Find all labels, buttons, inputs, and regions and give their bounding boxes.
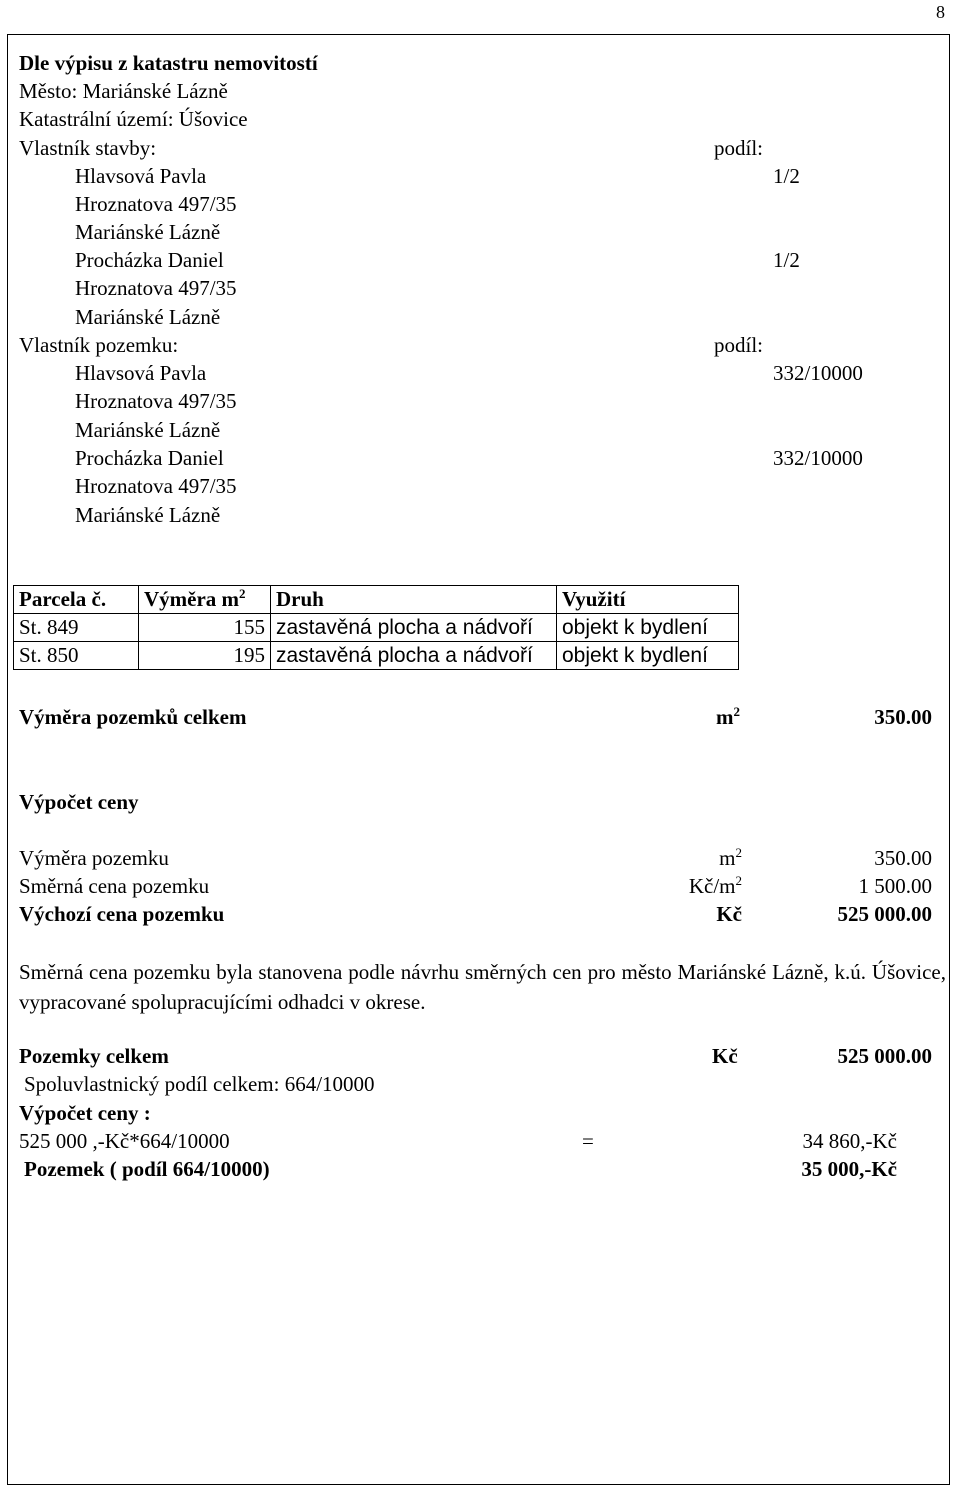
land-owner-name: Procházka Daniel <box>75 446 224 470</box>
calc-row-value: 350.00 <box>874 846 932 870</box>
cadastral-area-line: Katastrální území: Úšovice <box>19 107 248 131</box>
document-title: Dle výpisu z katastru nemovitostí <box>19 51 318 75</box>
land-owner-street: Hroznatova 497/35 <box>75 389 237 413</box>
total-area-label: Výměra pozemků celkem <box>19 705 247 729</box>
share-equals: = <box>582 1129 594 1153</box>
building-owner-street: Hroznatova 497/35 <box>75 192 237 216</box>
price-calc-title: Výpočet ceny <box>19 790 139 814</box>
city-line: Město: Mariánské Lázně <box>19 79 228 103</box>
building-share-label: podíl: <box>714 136 764 160</box>
share-calc-title: Výpočet ceny : <box>19 1101 151 1125</box>
final-share-value: 35 000,-Kč <box>801 1157 897 1181</box>
table-row <box>14 614 739 642</box>
price-note: Směrná cena pozemku byla stanovena podle návrhu směrných cen pro město Mariánské Lázně, k.ú. Úšovice, vypracované spolupracujícími odhadci v okrese. <box>19 960 946 1014</box>
building-owner-city: Mariánské Lázně <box>75 305 221 329</box>
building-owner-name: Hlavsová Pavla <box>75 164 207 188</box>
parcel-header-kind: Druh <box>271 586 557 614</box>
land-owner-name: Hlavsová Pavla <box>75 361 207 385</box>
calc-row-label: Výměra pozemku <box>19 846 169 870</box>
calc-row-label: Výchozí cena pozemku <box>19 902 225 926</box>
calc-row-unit: $m^2$ <box>719 845 742 870</box>
land-owner-share: 332/10000 <box>773 446 863 470</box>
parcel-table-header <box>14 586 739 614</box>
calc-row-label: Směrná cena pozemku <box>19 874 210 898</box>
building-owner-label: Vlastník stavby: <box>19 136 157 160</box>
share-formula-result: 34 860,-Kč <box>802 1129 897 1153</box>
land-owner-label: Vlastník pozemku: <box>19 333 179 357</box>
calc-row-value: 525 000.00 <box>837 902 932 926</box>
coowner-share-line: Spoluvlastnický podíl celkem: 664/10000 <box>24 1072 375 1096</box>
page-number: 8 <box>936 2 945 22</box>
calc-row-unit: Kč <box>716 902 742 926</box>
land-total-label: Pozemky celkem <box>19 1044 169 1068</box>
parcel-use: objekt k bydlení <box>557 614 739 642</box>
final-share-label: Pozemek ( podíl 664/10000) <box>24 1157 270 1181</box>
total-area-unit: $m^2$ <box>716 704 740 729</box>
building-owner-street: Hroznatova 497/35 <box>75 276 237 300</box>
calc-row-value: 1 500.00 <box>858 874 932 898</box>
building-owner-share: 1/2 <box>773 248 800 272</box>
land-owner-city: Mariánské Lázně <box>75 503 221 527</box>
parcel-kind: zastavěná plocha a nádvoří <box>271 642 557 670</box>
table-row <box>14 642 739 670</box>
parcel-area: 155 <box>139 614 271 642</box>
land-owner-city: Mariánské Lázně <box>75 418 221 442</box>
calc-row-unit: $Kč/m^2$ <box>688 873 742 898</box>
total-area-value: 350.00 <box>874 705 932 729</box>
land-owner-share: 332/10000 <box>773 361 863 385</box>
share-formula: 525 000 ,-Kč*664/10000 <box>19 1129 230 1153</box>
parcel-header-area: Výměra $m^2$ <box>139 586 271 614</box>
parcel-number: St. 849 <box>14 614 139 642</box>
parcel-header-number: Parcela č. <box>14 586 139 614</box>
parcel-header-use: Využití <box>557 586 739 614</box>
parcel-kind: zastavěná plocha a nádvoří <box>271 614 557 642</box>
building-owner-city: Mariánské Lázně <box>75 220 221 244</box>
land-total-value: 525 000.00 <box>837 1044 932 1068</box>
parcel-table <box>13 585 739 670</box>
land-total-unit: Kč <box>712 1044 738 1068</box>
parcel-number: St. 850 <box>14 642 139 670</box>
building-owner-name: Procházka Daniel <box>75 248 224 272</box>
building-owner-share: 1/2 <box>773 164 800 188</box>
land-share-label: podíl: <box>714 333 764 357</box>
parcel-use: objekt k bydlení <box>557 642 739 670</box>
land-owner-street: Hroznatova 497/35 <box>75 474 237 498</box>
parcel-area: 195 <box>139 642 271 670</box>
